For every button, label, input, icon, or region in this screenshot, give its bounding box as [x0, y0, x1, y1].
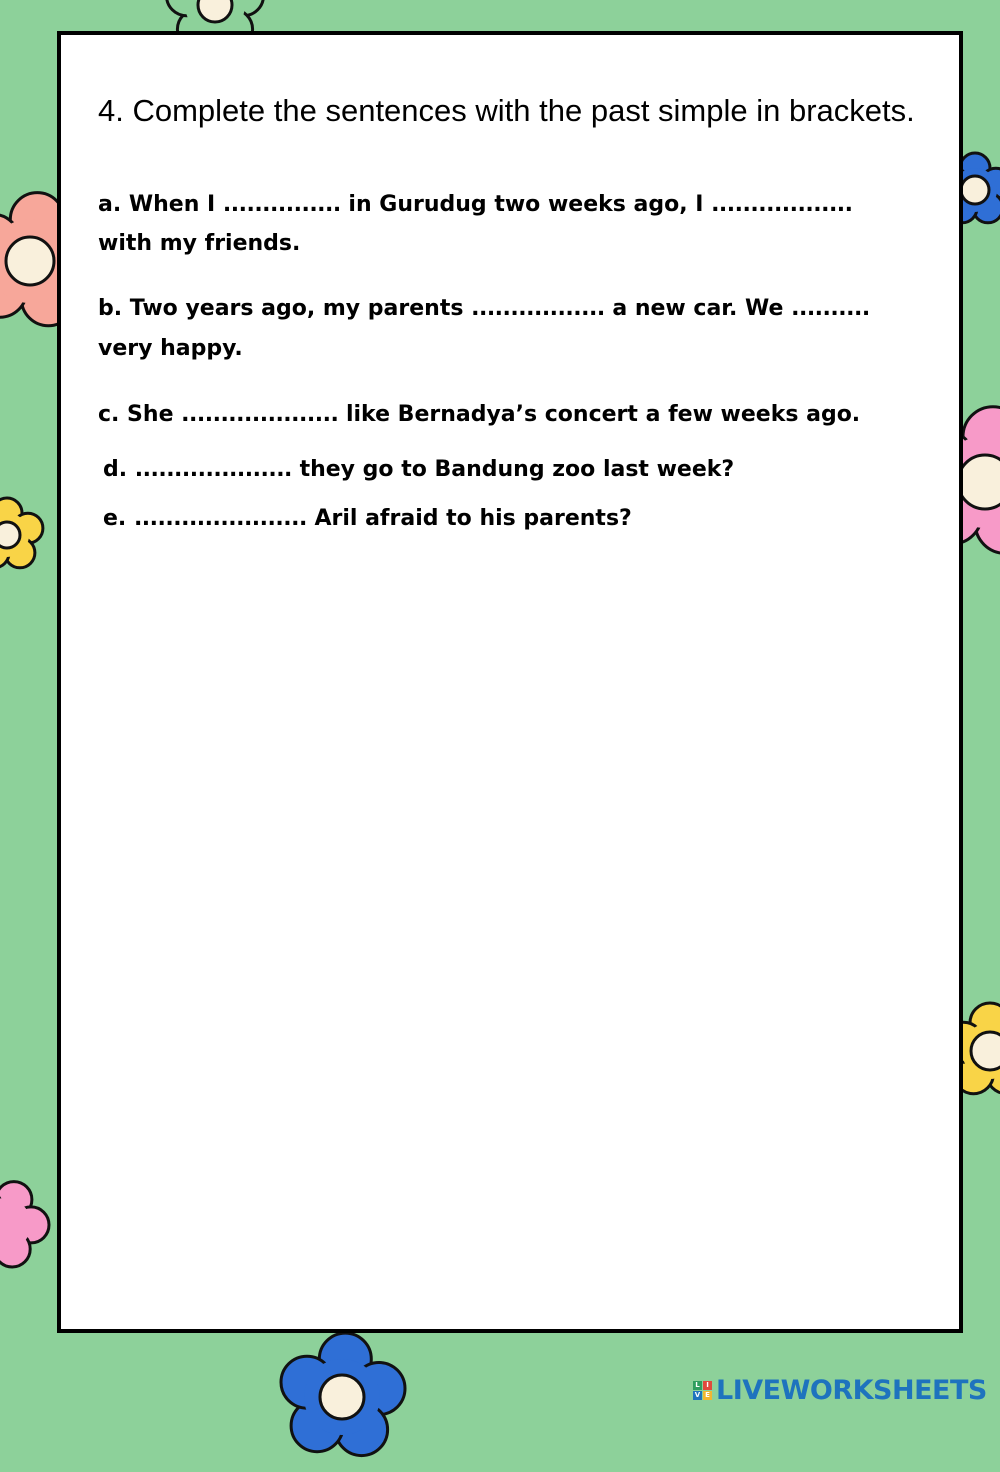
answer-blank[interactable]: ......................: [134, 506, 307, 531]
sentence-text: Aril afraid to his parents?: [307, 506, 632, 531]
answer-blank[interactable]: ...............: [223, 192, 341, 217]
item-b-line-1: [98, 296, 870, 321]
sentence-text: a. When I: [98, 192, 223, 217]
flower-center: [6, 237, 54, 285]
sentence-text: very happy.: [98, 336, 243, 361]
item-b-line-2: [98, 336, 243, 361]
sentence-text: a new car. We: [605, 296, 791, 321]
sentence-text: they go to Bandung zoo last week?: [292, 457, 734, 482]
flower-left-yellow: [0, 490, 52, 580]
item-e-line-1: [103, 506, 632, 531]
answer-blank[interactable]: ....................: [135, 457, 292, 482]
answer-blank[interactable]: ....................: [181, 402, 338, 427]
item-c-line-1: [98, 402, 860, 427]
flower-center: [971, 1032, 1000, 1070]
flower-center: [198, 0, 232, 22]
liveworksheets-logo-icon: L I V E: [693, 1381, 712, 1400]
answer-blank[interactable]: ..........: [791, 296, 870, 321]
item-a-line-2: [98, 231, 300, 256]
sentence-text: b. Two years ago, my parents: [98, 296, 471, 321]
exercise-heading: 4. Complete the sentences with the past simple in brackets.: [98, 87, 938, 135]
sentence-text: in Gurudug two weeks ago, I: [341, 192, 711, 217]
liveworksheets-watermark: [693, 1372, 987, 1408]
item-d-line-1: [103, 457, 734, 482]
item-a-line-1: [98, 192, 853, 217]
answer-blank[interactable]: ..................: [711, 192, 852, 217]
flower-bottom-blue: [267, 1322, 417, 1472]
watermark-text: LIVEWORKSHEETS: [716, 1375, 987, 1406]
answer-blank[interactable]: .................: [471, 296, 605, 321]
flower-left-pink: [0, 1174, 55, 1274]
flower-center: [0, 522, 20, 548]
flower-center: [958, 455, 1000, 509]
worksheet-sheet: [57, 31, 963, 1333]
sentence-text: with my friends.: [98, 231, 300, 256]
sentence-text: c. She: [98, 402, 181, 427]
flower-center: [320, 1375, 364, 1419]
flower-center: [961, 176, 989, 204]
sentence-text: like Bernadya’s concert a few weeks ago.: [338, 402, 860, 427]
sentence-text: d.: [103, 457, 135, 482]
sentence-text: e.: [103, 506, 134, 531]
